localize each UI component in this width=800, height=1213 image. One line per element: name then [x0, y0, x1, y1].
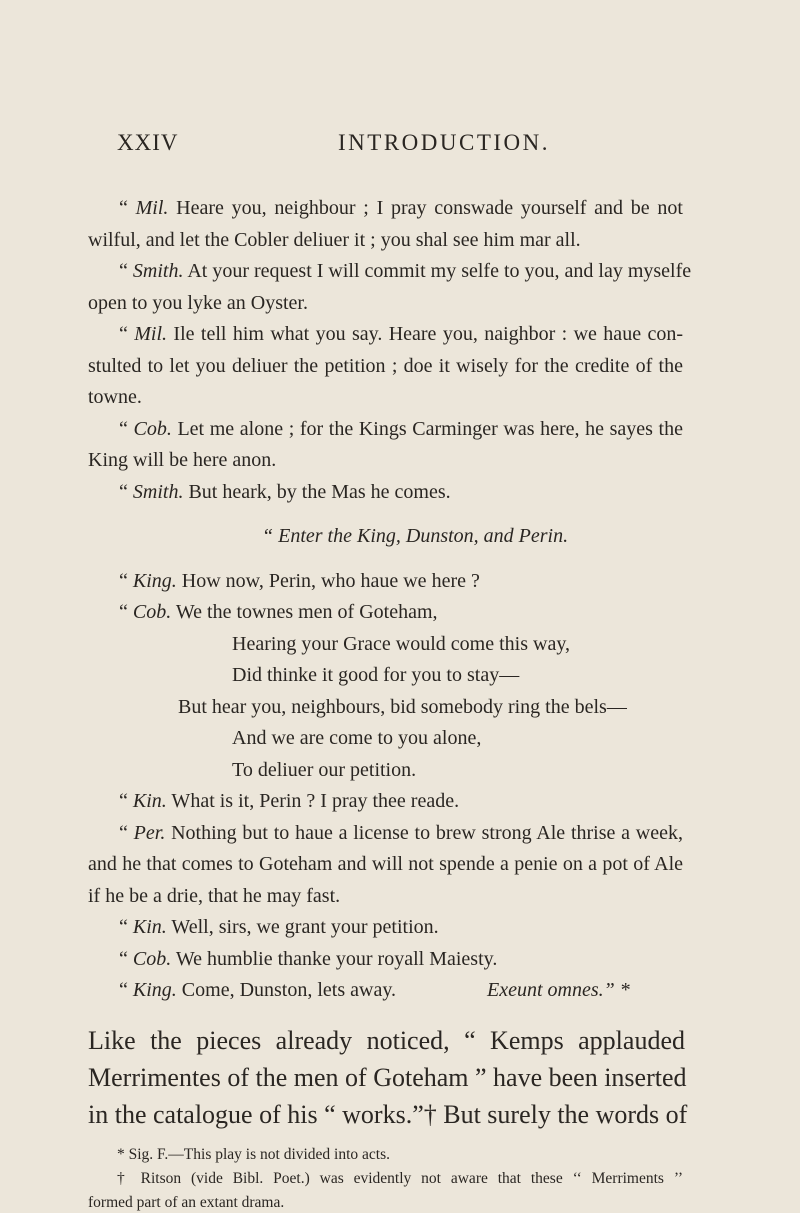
dialogue-line: “ King. How now, Perin, who haue we here ?: [119, 569, 480, 592]
dialogue-line: “ King. Come, Dunston, lets away.: [119, 979, 397, 1001]
running-title: INTRODUCTION.: [338, 130, 551, 155]
page-number: XXIV: [117, 130, 179, 155]
dialogue-line: “ Mil. Ile tell him what you say. Heare you, naighbor : we haue con-: [119, 323, 683, 345]
verse-line: But hear you, neighbours, bid somebody ring the bels—: [178, 695, 627, 718]
dialogue-line: “ Cob. We humblie thanke your royall Maiesty.: [119, 947, 498, 970]
dialogue-line: “ Kin. Well, sirs, we grant your petition.: [119, 916, 439, 938]
dialogue-line: “ Smith. But heark, by the Mas he comes.: [119, 480, 451, 503]
page-header: [0, 130, 800, 164]
commentary-line: Merrimentes of the men of Goteham ” have been inserted: [88, 1063, 687, 1092]
dialogue-line: King will be here anon.: [88, 449, 277, 471]
dialogue-line: “ Mil. Heare you, neighbour ; I pray conswade yourself and be not: [119, 197, 683, 219]
footnote: † Ritson (vide Bibl. Poet.) was evidently not aware that these ‘‘ Merriments ’’: [117, 1170, 683, 1187]
verse-line: To deliuer our petition.: [232, 758, 417, 781]
verse-line: And we are come to you alone,: [232, 727, 482, 749]
dialogue-line: “ Per. Nothing but to haue a license to brew strong Ale thrise a week,: [119, 821, 683, 844]
stage-direction: “ Enter the King, Dunston, and Perin.: [262, 524, 569, 547]
dialogue-line: “ Cob. Let me alone ; for the Kings Carminger was here, he sayes the: [119, 417, 683, 440]
dialogue-line: “ Smith. At your request I will commit my selfe to you, and lay myselfe: [119, 260, 692, 282]
footnote: * Sig. F.—This play is not divided into acts.: [117, 1146, 391, 1163]
commentary-line: in the catalogue of his “ works.”† But surely the words of: [88, 1100, 688, 1129]
dialogue-line: towne.: [88, 386, 142, 408]
dialogue-line: “ Cob. We the townes men of Goteham,: [119, 601, 438, 623]
commentary-line: Like the pieces already noticed, “ Kemps applauded: [88, 1026, 685, 1055]
verse-line: Did thinke it good for you to stay—: [232, 664, 520, 686]
dialogue-line: and he that comes to Goteham and will not spende a penie on a pot of Ale: [88, 853, 683, 875]
dialogue-line: stulted to let you deliuer the petition ; doe it wisely for the credite of the: [88, 354, 683, 377]
footnote-continuation: formed part of an extant drama.: [88, 1194, 285, 1211]
stage-direction-exeunt: Exeunt omnes.” *: [487, 979, 630, 1001]
dialogue-line: “ Kin. What is it, Perin ? I pray thee reade.: [119, 790, 460, 812]
dialogue-line: if he be a drie, that he may fast.: [88, 884, 341, 907]
verse-line: Hearing your Grace would come this way,: [232, 632, 571, 655]
dialogue-line: open to you lyke an Oyster.: [88, 291, 308, 314]
dialogue-line: wilful, and let the Cobler deliuer it ; you shal see him mar all.: [88, 228, 581, 251]
